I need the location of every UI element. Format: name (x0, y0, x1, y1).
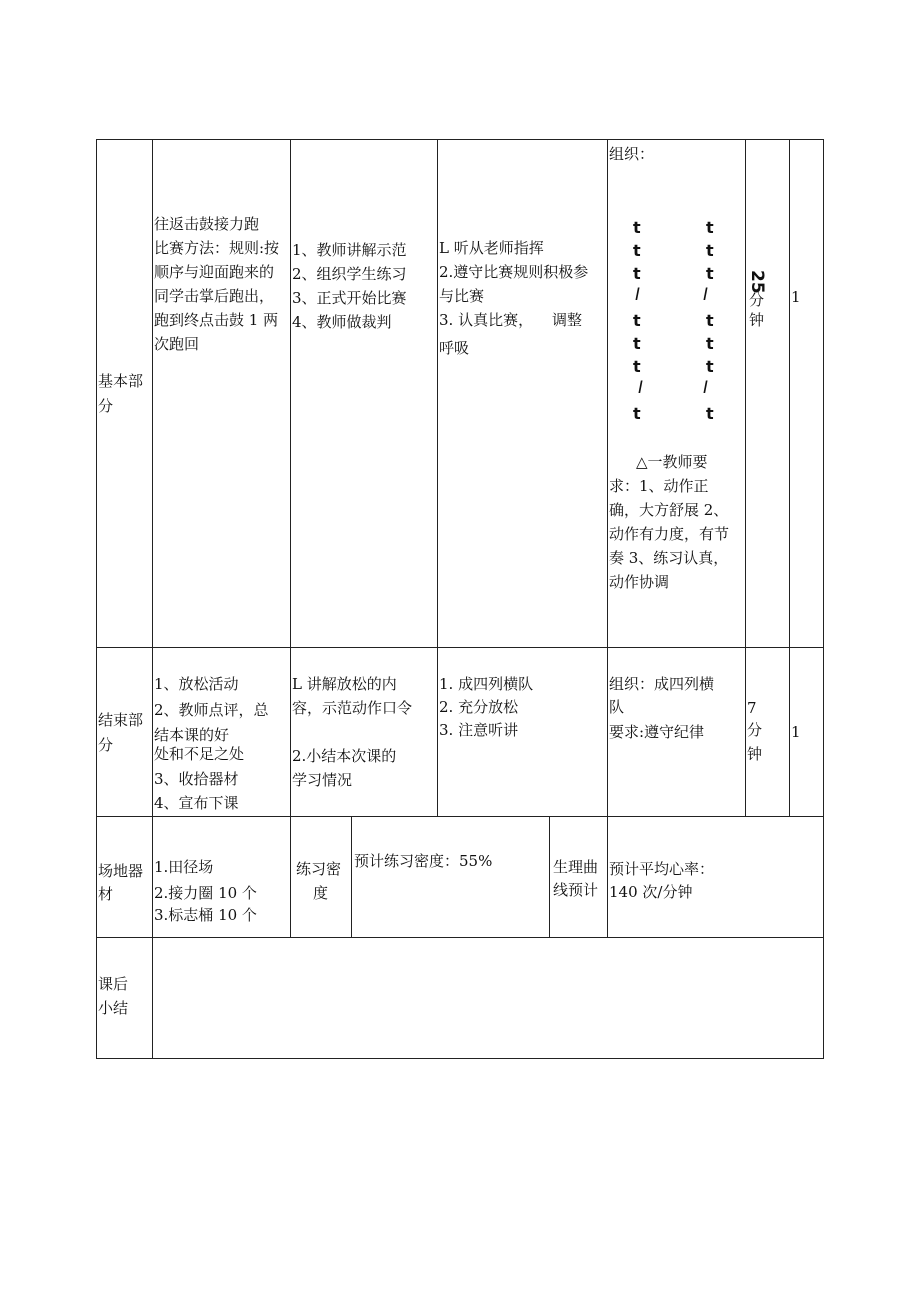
student-mark: t (633, 334, 641, 353)
student-mark: t (706, 218, 714, 237)
lane-marker: I (703, 285, 709, 305)
student-mark: t (706, 334, 714, 353)
student-mark: t (633, 357, 641, 376)
student-mark: t (633, 311, 641, 330)
student-mark: t (706, 241, 714, 260)
end-count: 1 (791, 723, 801, 741)
lane-marker: I (635, 285, 641, 305)
student-mark: t (633, 218, 641, 237)
student-mark: t (706, 404, 714, 423)
student-mark: t (633, 241, 641, 260)
basic-count: 1 (791, 288, 801, 306)
lane-marker: I (703, 378, 709, 398)
org-title: 组织： (609, 145, 655, 163)
student-mark: t (706, 311, 714, 330)
summary-content[interactable] (153, 938, 822, 1057)
student-mark: t (706, 264, 714, 283)
lane-marker: I (638, 378, 644, 398)
student-mark: t (633, 404, 641, 423)
student-mark: t (706, 357, 714, 376)
student-mark: t (633, 264, 641, 283)
density-value: 预计练习密度：55% (354, 852, 493, 870)
